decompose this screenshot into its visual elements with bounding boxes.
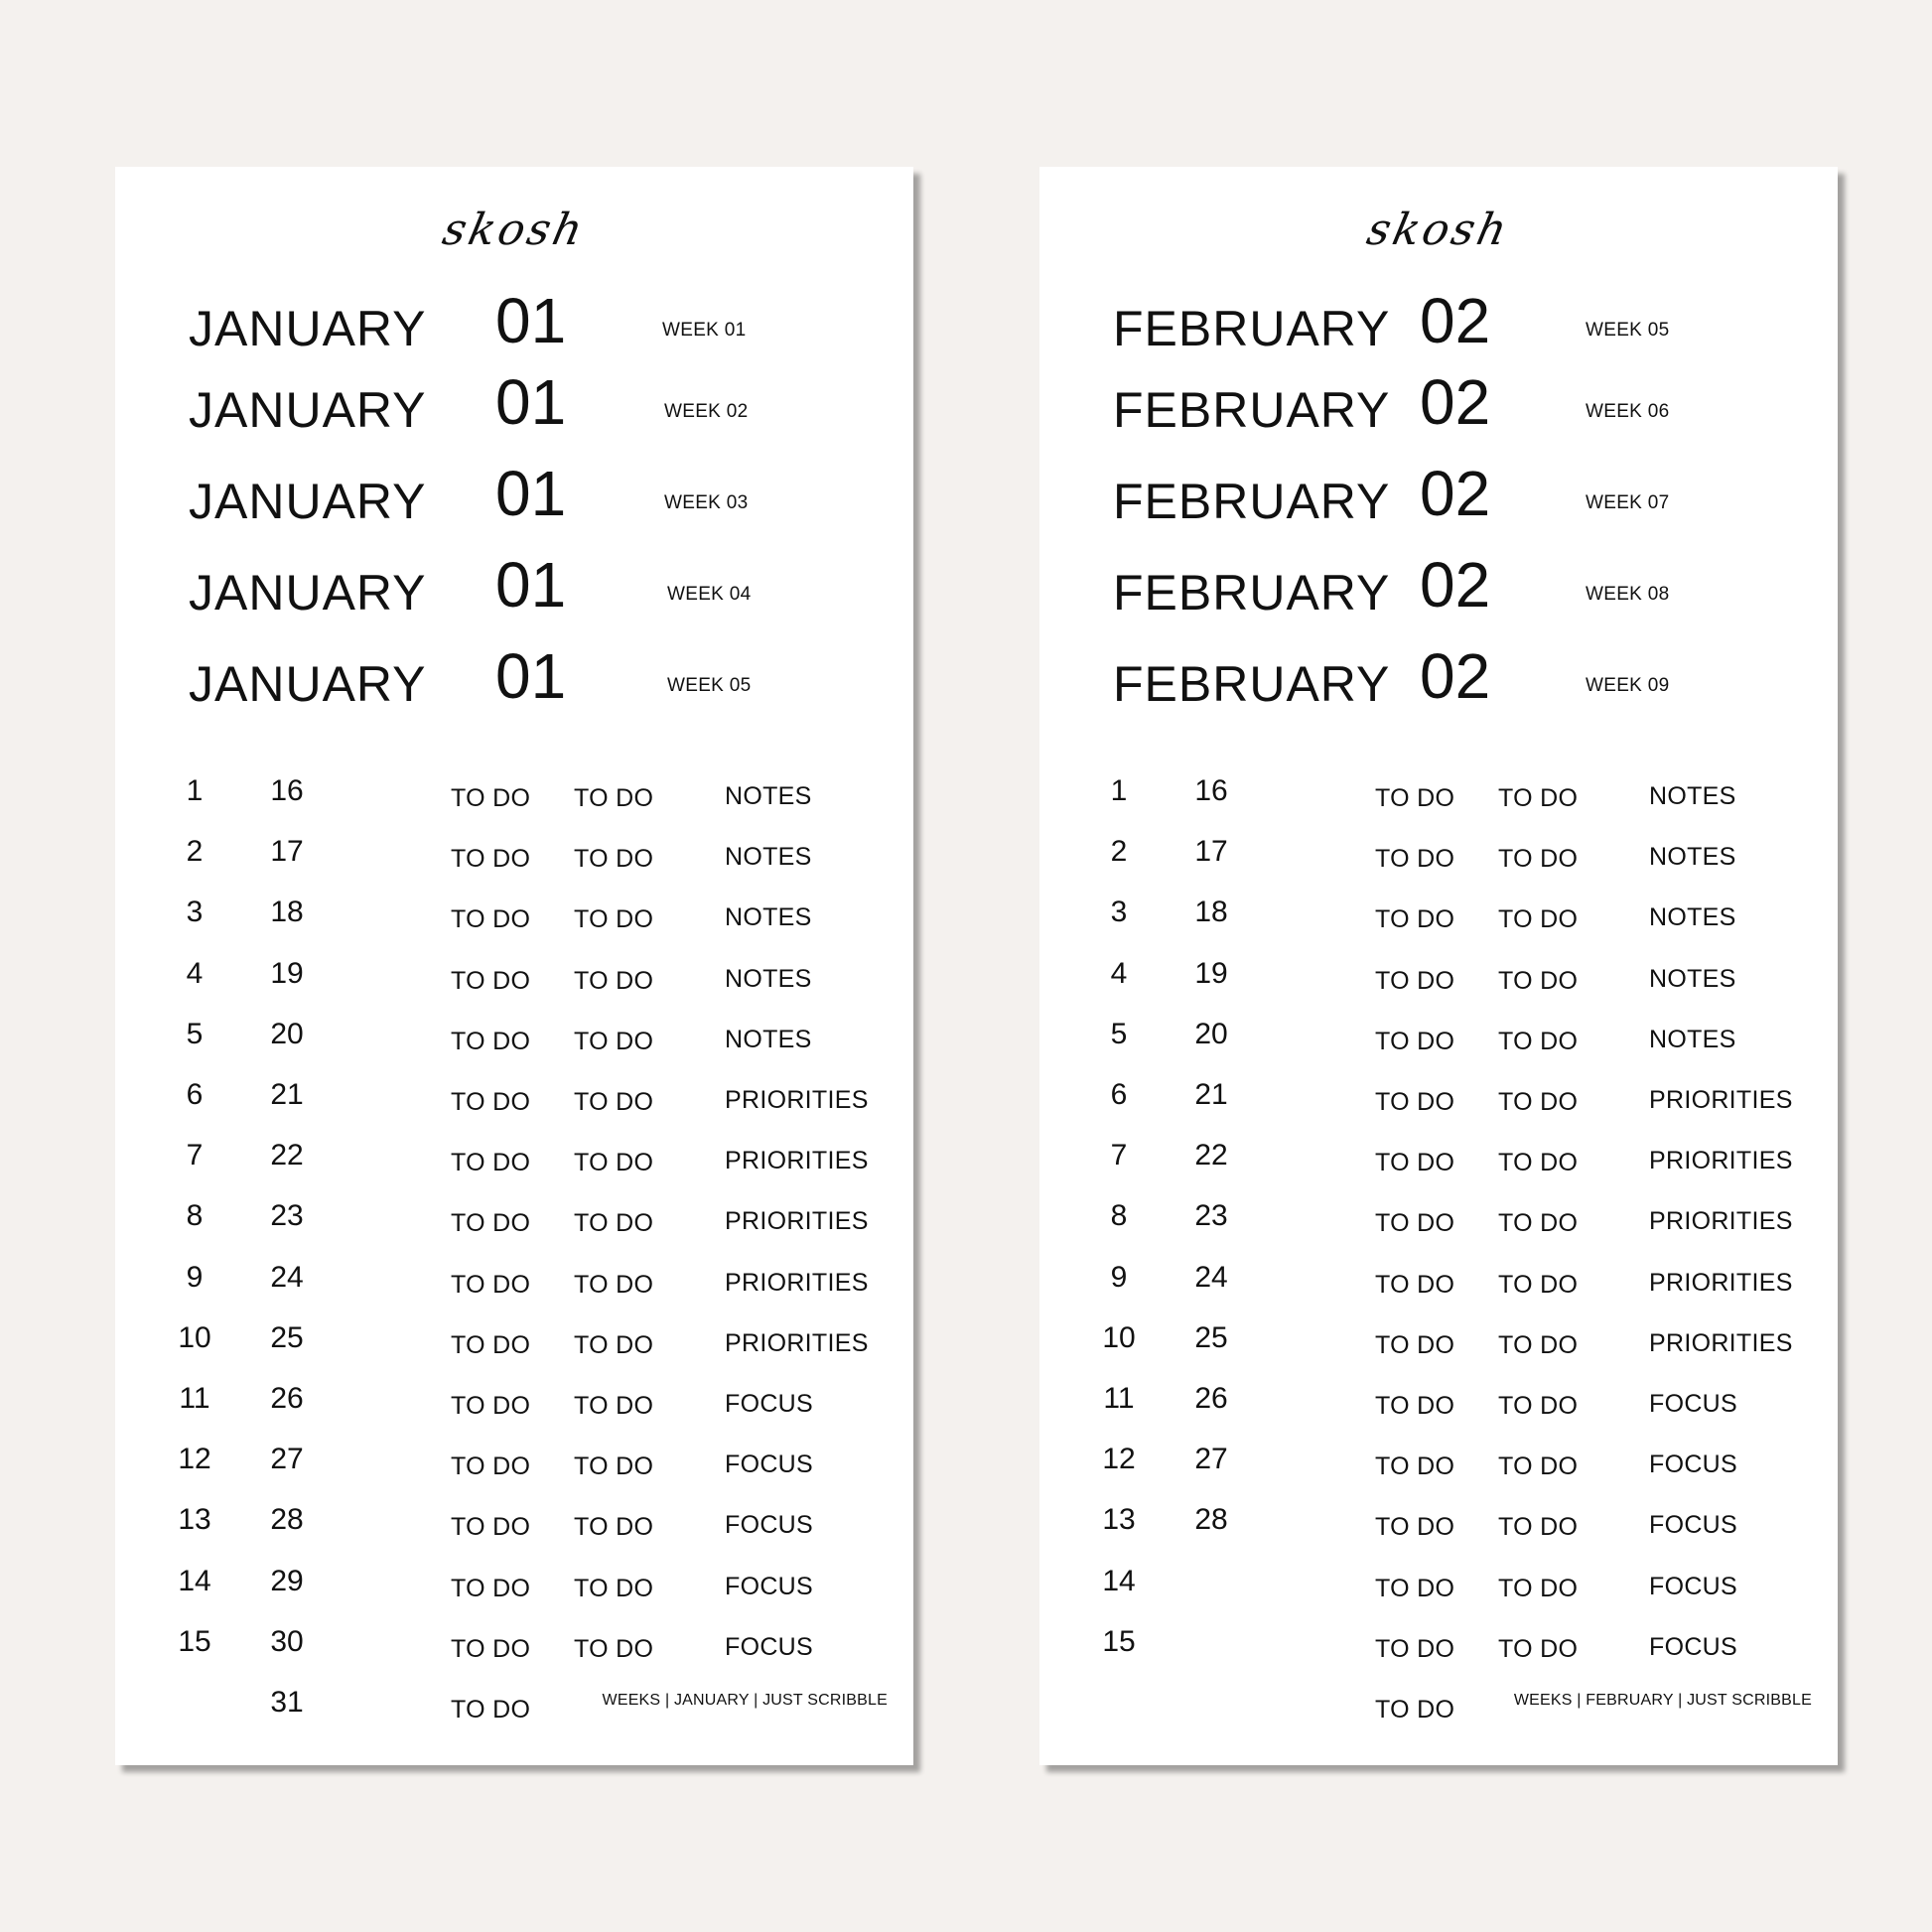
day-number: 24 [270, 1260, 304, 1294]
day-number: 18 [270, 896, 304, 929]
day-number: 24 [1194, 1260, 1228, 1294]
section-label: PRIORITIES [725, 1328, 869, 1357]
week-label: WEEK 07 [1586, 492, 1670, 513]
month-label: JANUARY [189, 565, 427, 621]
day-number: 23 [1194, 1199, 1228, 1233]
month-label: FEBRUARY [1113, 474, 1391, 529]
month-number: 01 [495, 366, 567, 438]
month-number: 02 [1420, 458, 1491, 529]
section-label: NOTES [725, 843, 812, 872]
section-label: PRIORITIES [725, 1086, 869, 1114]
todo-label: TO DO [574, 966, 654, 995]
section-label: PRIORITIES [725, 1207, 869, 1236]
section-label: FOCUS [1649, 1511, 1737, 1540]
day-number: 9 [1110, 1260, 1128, 1294]
day-number: 15 [178, 1624, 211, 1658]
day-number: 20 [1194, 1017, 1228, 1050]
month-week-header [115, 284, 913, 373]
todo-label: TO DO [1498, 905, 1579, 934]
brand-logo [115, 205, 913, 255]
week-label: WEEK 09 [1586, 675, 1670, 696]
day-number: 28 [1194, 1503, 1228, 1537]
day-number: 1 [186, 774, 204, 807]
todo-label: TO DO [1498, 845, 1579, 874]
month-label: JANUARY [189, 301, 427, 356]
section-label: NOTES [1649, 903, 1736, 932]
day-number: 4 [1110, 956, 1128, 990]
month-number: 01 [495, 549, 567, 621]
month-week-header [115, 457, 913, 546]
day-number: 26 [270, 1382, 304, 1415]
month-number: 02 [1420, 366, 1491, 438]
month-week-header [1039, 284, 1838, 373]
section-label: PRIORITIES [1649, 1328, 1793, 1357]
day-number: 18 [1194, 896, 1228, 929]
month-label: FEBRUARY [1113, 565, 1391, 621]
day-number: 5 [1110, 1017, 1128, 1050]
section-label: NOTES [1649, 843, 1736, 872]
section-label: NOTES [725, 1025, 812, 1053]
day-number: 14 [178, 1564, 211, 1597]
sheet-footer: WEEKS | JANUARY | JUST SCRIBBLE [602, 1692, 888, 1709]
week-label: WEEK 01 [662, 320, 747, 341]
todo-label: TO DO [574, 1027, 654, 1055]
week-label: WEEK 03 [664, 492, 749, 513]
day-number: 5 [186, 1017, 204, 1050]
todo-label: TO DO [451, 1330, 531, 1359]
todo-label: TO DO [1375, 1392, 1455, 1420]
section-label: FOCUS [725, 1511, 813, 1540]
day-number: 22 [270, 1139, 304, 1173]
todo-label: TO DO [574, 784, 654, 812]
todo-label: TO DO [451, 784, 531, 812]
todo-label: TO DO [1498, 1574, 1579, 1602]
day-number: 7 [186, 1139, 204, 1173]
day-number: 13 [1102, 1503, 1136, 1537]
section-label: FOCUS [725, 1632, 813, 1661]
todo-label: TO DO [1498, 1088, 1579, 1116]
month-number: 01 [495, 640, 567, 712]
todo-label: TO DO [1498, 1270, 1579, 1299]
day-number: 10 [178, 1320, 211, 1354]
day-number: 28 [270, 1503, 304, 1537]
section-label: FOCUS [1649, 1632, 1737, 1661]
day-number: 19 [270, 956, 304, 990]
month-number: 02 [1420, 549, 1491, 621]
month-week-header [1039, 365, 1838, 455]
todo-label: TO DO [1375, 845, 1455, 874]
day-number: 8 [1110, 1199, 1128, 1233]
todo-label: TO DO [574, 1574, 654, 1602]
todo-label: TO DO [451, 1027, 531, 1055]
section-label: NOTES [1649, 1025, 1736, 1053]
todo-label: TO DO [574, 1209, 654, 1238]
month-number: 01 [495, 285, 567, 356]
todo-label: TO DO [451, 1088, 531, 1116]
section-label: FOCUS [1649, 1450, 1737, 1479]
section-label: PRIORITIES [725, 1268, 869, 1297]
day-number: 2 [186, 835, 204, 869]
day-number: 21 [1194, 1078, 1228, 1111]
month-week-header [115, 639, 913, 729]
day-number: 8 [186, 1199, 204, 1233]
todo-label: TO DO [451, 845, 531, 874]
todo-label: TO DO [451, 1392, 531, 1420]
month-label: JANUARY [189, 474, 427, 529]
todo-label: TO DO [451, 905, 531, 934]
day-number: 14 [1102, 1564, 1136, 1597]
todo-label: TO DO [1498, 1209, 1579, 1238]
todo-label: TO DO [1375, 1027, 1455, 1055]
todo-label: TO DO [1498, 784, 1579, 812]
section-label: PRIORITIES [1649, 1207, 1793, 1236]
month-week-header [1039, 457, 1838, 546]
todo-label: TO DO [574, 905, 654, 934]
day-number: 25 [270, 1320, 304, 1354]
section-label: PRIORITIES [725, 1147, 869, 1175]
section-label: NOTES [725, 782, 812, 810]
todo-label: TO DO [574, 1634, 654, 1663]
todo-label: TO DO [1375, 1452, 1455, 1481]
todo-label: TO DO [451, 1696, 531, 1724]
todo-label: TO DO [451, 966, 531, 995]
section-label: PRIORITIES [1649, 1086, 1793, 1114]
day-number: 15 [1102, 1624, 1136, 1658]
month-week-header [115, 365, 913, 455]
week-label: WEEK 05 [667, 675, 752, 696]
day-number: 27 [270, 1443, 304, 1476]
todo-label: TO DO [1498, 966, 1579, 995]
todo-label: TO DO [574, 1513, 654, 1542]
todo-label: TO DO [1375, 784, 1455, 812]
todo-label: TO DO [1498, 1452, 1579, 1481]
todo-label: TO DO [1375, 1634, 1455, 1663]
day-number: 19 [1194, 956, 1228, 990]
week-label: WEEK 02 [664, 401, 749, 422]
section-label: FOCUS [725, 1450, 813, 1479]
section-label: FOCUS [725, 1390, 813, 1418]
day-number: 11 [1103, 1382, 1135, 1415]
todo-label: TO DO [1375, 1088, 1455, 1116]
day-number: 6 [186, 1078, 204, 1111]
todo-label: TO DO [451, 1270, 531, 1299]
todo-label: TO DO [1498, 1513, 1579, 1542]
month-number: 02 [1420, 285, 1491, 356]
day-number: 2 [1110, 835, 1128, 869]
month-week-header [1039, 548, 1838, 637]
day-number: 9 [186, 1260, 204, 1294]
day-number: 26 [1194, 1382, 1228, 1415]
month-week-header [115, 548, 913, 637]
todo-label: TO DO [1375, 1209, 1455, 1238]
todo-label: TO DO [1375, 1574, 1455, 1602]
todo-label: TO DO [1498, 1330, 1579, 1359]
todo-label: TO DO [574, 1088, 654, 1116]
day-number: 10 [1102, 1320, 1136, 1354]
section-label: NOTES [725, 964, 812, 993]
month-label: JANUARY [189, 382, 427, 438]
section-label: FOCUS [725, 1572, 813, 1600]
todo-label: TO DO [1498, 1392, 1579, 1420]
day-number: 4 [186, 956, 204, 990]
day-number: 29 [270, 1564, 304, 1597]
week-label: WEEK 05 [1586, 320, 1670, 341]
todo-label: TO DO [1498, 1149, 1579, 1177]
day-number: 22 [1194, 1139, 1228, 1173]
day-number: 12 [1102, 1443, 1136, 1476]
todo-label: TO DO [1375, 905, 1455, 934]
month-number: 01 [495, 458, 567, 529]
todo-label: TO DO [451, 1574, 531, 1602]
day-number: 30 [270, 1624, 304, 1658]
todo-label: TO DO [1375, 966, 1455, 995]
day-number: 27 [1194, 1443, 1228, 1476]
month-number: 02 [1420, 640, 1491, 712]
day-number: 7 [1110, 1139, 1128, 1173]
day-number: 11 [179, 1382, 210, 1415]
day-number: 6 [1110, 1078, 1128, 1111]
section-label: NOTES [725, 903, 812, 932]
day-number: 12 [178, 1443, 211, 1476]
todo-label: TO DO [1498, 1027, 1579, 1055]
todo-label: TO DO [1375, 1696, 1455, 1724]
todo-label: TO DO [574, 1452, 654, 1481]
day-number: 23 [270, 1199, 304, 1233]
day-number: 17 [270, 835, 304, 869]
section-label: FOCUS [1649, 1572, 1737, 1600]
todo-label: TO DO [451, 1209, 531, 1238]
todo-label: TO DO [574, 1330, 654, 1359]
brand-logo-text: skosh [1362, 205, 1515, 255]
todo-label: TO DO [1375, 1270, 1455, 1299]
section-label: FOCUS [1649, 1390, 1737, 1418]
todo-label: TO DO [451, 1452, 531, 1481]
todo-label: TO DO [451, 1513, 531, 1542]
week-label: WEEK 06 [1586, 401, 1670, 422]
section-label: PRIORITIES [1649, 1268, 1793, 1297]
todo-label: TO DO [451, 1149, 531, 1177]
day-number: 16 [1194, 774, 1228, 807]
month-label: JANUARY [189, 656, 427, 712]
day-number: 16 [270, 774, 304, 807]
day-number: 3 [1110, 896, 1128, 929]
day-number: 20 [270, 1017, 304, 1050]
month-label: FEBRUARY [1113, 382, 1391, 438]
todo-label: TO DO [451, 1634, 531, 1663]
day-number: 21 [270, 1078, 304, 1111]
todo-label: TO DO [1375, 1330, 1455, 1359]
todo-label: TO DO [1375, 1513, 1455, 1542]
section-label: PRIORITIES [1649, 1147, 1793, 1175]
todo-label: TO DO [574, 1149, 654, 1177]
month-label: FEBRUARY [1113, 656, 1391, 712]
section-label: NOTES [1649, 964, 1736, 993]
sticker-sheet-january [115, 167, 913, 1765]
sticker-sheet-february [1039, 167, 1838, 1765]
day-number: 17 [1194, 835, 1228, 869]
week-label: WEEK 04 [667, 584, 752, 605]
todo-label: TO DO [574, 845, 654, 874]
day-number: 1 [1110, 774, 1128, 807]
day-number: 25 [1194, 1320, 1228, 1354]
todo-label: TO DO [1498, 1634, 1579, 1663]
month-label: FEBRUARY [1113, 301, 1391, 356]
sheet-footer: WEEKS | FEBRUARY | JUST SCRIBBLE [1513, 1692, 1812, 1709]
day-number: 3 [186, 896, 204, 929]
month-week-header [1039, 639, 1838, 729]
section-label: NOTES [1649, 782, 1736, 810]
week-label: WEEK 08 [1586, 584, 1670, 605]
brand-logo [1039, 205, 1838, 255]
todo-label: TO DO [574, 1270, 654, 1299]
todo-label: TO DO [574, 1392, 654, 1420]
day-number: 31 [270, 1686, 304, 1719]
brand-logo-text: skosh [438, 205, 591, 255]
day-number: 13 [178, 1503, 211, 1537]
todo-label: TO DO [1375, 1149, 1455, 1177]
